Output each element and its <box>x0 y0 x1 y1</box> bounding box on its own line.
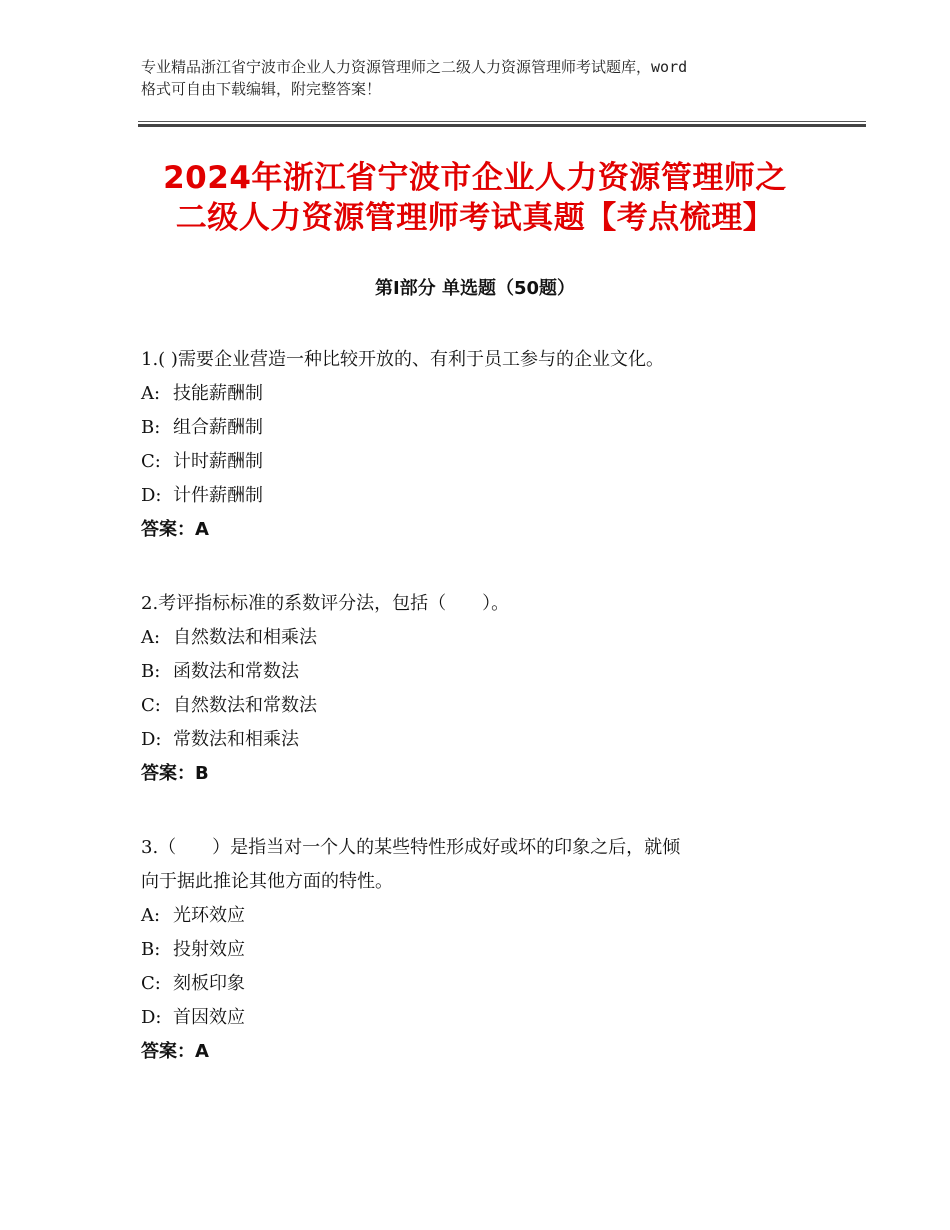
option-key: C: <box>141 451 161 472</box>
question-stem: 1.( )需要企业营造一种比较开放的、有利于员工参与的企业文化。 <box>141 349 664 370</box>
option-key: B: <box>141 661 161 682</box>
section-heading: 第Ⅰ部分 单选题（50题） <box>374 278 575 299</box>
option-key: C: <box>141 973 161 994</box>
document-title-line-1: 2024年浙江省宁波市企业人力资源管理师之 <box>163 160 787 196</box>
option-text: 技能薪酬制 <box>173 383 263 404</box>
question-list <box>141 343 821 1109</box>
option-b <box>141 411 821 445</box>
answer-label: 答案：A <box>141 519 209 540</box>
option-text: 计件薪酬制 <box>173 485 263 506</box>
question-stem: 2.考评指标标准的系数评分法，包括（ ）。 <box>141 593 510 614</box>
option-text: 自然数法和相乘法 <box>173 627 317 648</box>
option-text: 组合薪酬制 <box>173 417 263 438</box>
option-key: D: <box>141 729 162 750</box>
document-title <box>100 158 850 238</box>
option-d <box>141 1001 821 1035</box>
question-stem: 3.（ ）是指当对一个人的某些特性形成好或坏的印象之后，就倾 <box>141 837 681 858</box>
option-text: 常数法和相乘法 <box>173 729 299 750</box>
answer-label: 答案：A <box>141 1041 209 1062</box>
option-a <box>141 377 821 411</box>
option-a <box>141 899 821 933</box>
question-3 <box>141 831 821 1069</box>
option-key: A: <box>141 627 161 648</box>
option-key: A: <box>141 383 161 404</box>
option-d <box>141 723 821 757</box>
option-text: 光环效应 <box>173 905 245 926</box>
header-note <box>141 56 821 100</box>
option-text: 计时薪酬制 <box>173 451 263 472</box>
option-c <box>141 445 821 479</box>
header-divider-thin <box>138 121 866 122</box>
option-a <box>141 621 821 655</box>
option-b <box>141 655 821 689</box>
header-note-line-1: 专业精品浙江省宁波市企业人力资源管理师之二级人力资源管理师考试题库，word <box>141 58 688 76</box>
option-key: C: <box>141 695 161 716</box>
answer-label: 答案：B <box>141 763 209 784</box>
question-stem-continued: 向于据此推论其他方面的特性。 <box>141 871 393 892</box>
option-key: B: <box>141 939 161 960</box>
question-1 <box>141 343 821 547</box>
option-text: 自然数法和常数法 <box>173 695 317 716</box>
option-c <box>141 967 821 1001</box>
option-b <box>141 933 821 967</box>
option-key: A: <box>141 905 161 926</box>
option-key: D: <box>141 1007 162 1028</box>
option-text: 刻板印象 <box>173 973 245 994</box>
option-d <box>141 479 821 513</box>
document-title-line-2: 二级人力资源管理师考试真题【考点梳理】 <box>175 200 775 236</box>
option-c <box>141 689 821 723</box>
header-note-line-2: 格式可自由下载编辑，附完整答案！ <box>141 80 382 98</box>
option-text: 函数法和常数法 <box>173 661 299 682</box>
header-divider-thick <box>138 124 866 127</box>
option-text: 投射效应 <box>173 939 245 960</box>
option-key: D: <box>141 485 162 506</box>
option-key: B: <box>141 417 161 438</box>
question-2 <box>141 587 821 791</box>
option-text: 首因效应 <box>173 1007 245 1028</box>
